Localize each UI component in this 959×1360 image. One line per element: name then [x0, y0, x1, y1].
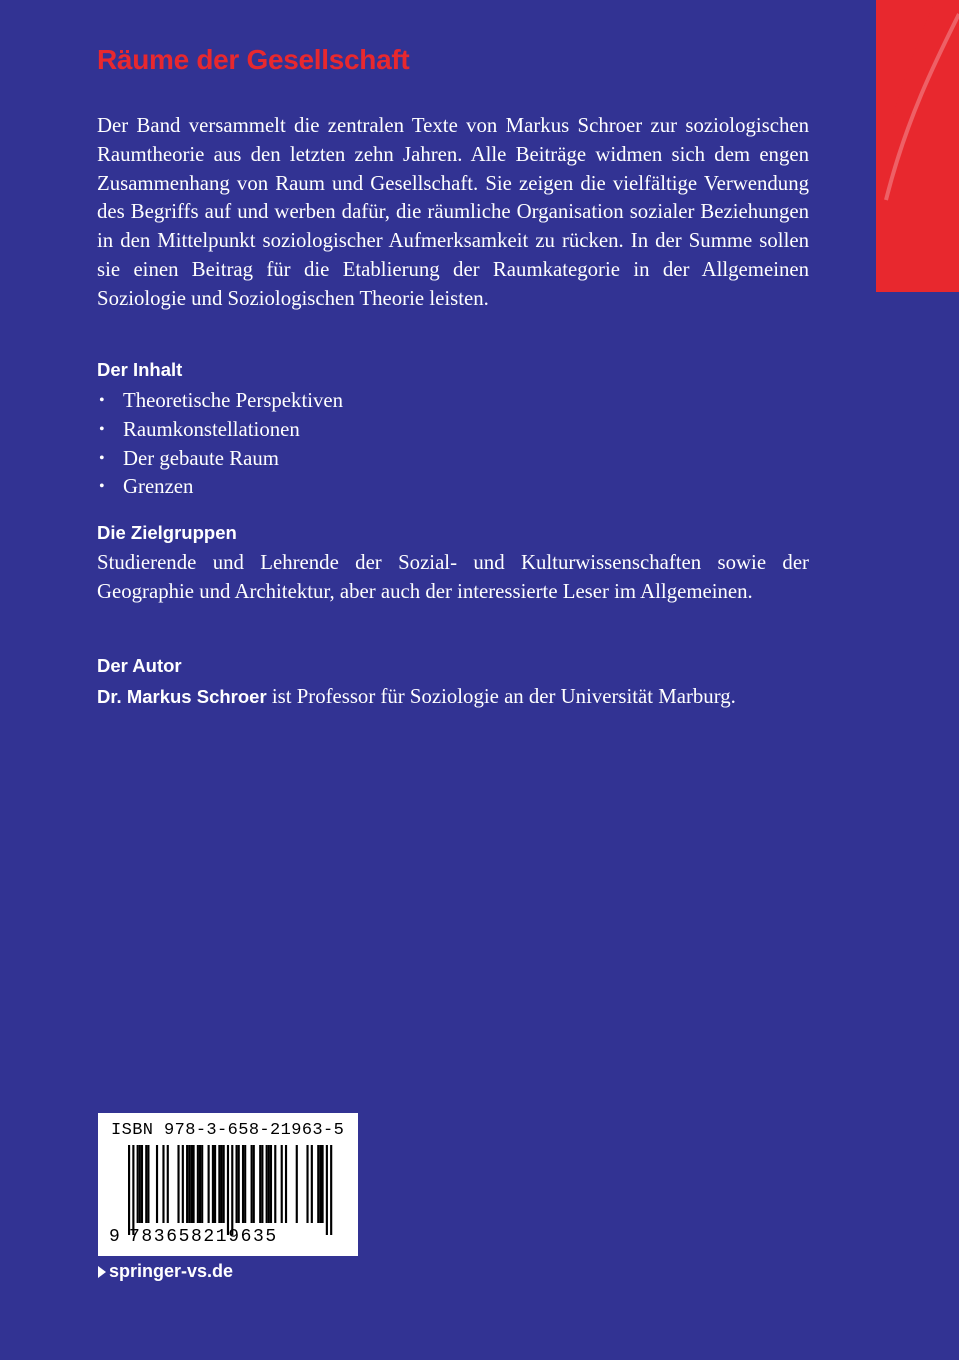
list-item-label: Grenzen: [123, 475, 194, 499]
barcode-bar: [227, 1145, 229, 1235]
barcode-bar: [266, 1145, 268, 1223]
list-item: [97, 445, 343, 474]
barcode-bar: [214, 1145, 216, 1223]
section-heading-autor: Der Autor: [97, 655, 182, 676]
list-item: [97, 473, 343, 502]
barcode-bar: [197, 1145, 199, 1223]
barcode-bar: [190, 1145, 192, 1223]
swoosh-decoration: [876, 0, 959, 292]
bullet-icon: •: [99, 449, 105, 467]
barcode-bar: [251, 1145, 253, 1223]
list-item-label: Theoretische Perspektiven: [123, 389, 344, 412]
list-item: [97, 387, 343, 416]
barcode-bar: [199, 1145, 201, 1223]
barcode-bar: [322, 1145, 324, 1223]
barcode-bar: [137, 1145, 139, 1223]
barcode-bar: [268, 1145, 270, 1223]
contents-list: [97, 387, 343, 502]
bullet-icon: •: [99, 392, 105, 409]
author-paragraph: [97, 683, 736, 712]
red-accent-band: [876, 0, 959, 292]
barcode-bar: [220, 1145, 222, 1223]
barcode-bar: [326, 1145, 328, 1235]
section-heading-inhalt: Der Inhalt: [97, 359, 183, 380]
bullet-icon: •: [99, 420, 105, 438]
barcode-bar: [274, 1145, 276, 1223]
barcode-bar: [156, 1145, 158, 1223]
barcode-bar: [253, 1145, 255, 1223]
barcode-bar: [147, 1145, 149, 1223]
isbn-label: ISBN 978-3-658-21963-5: [111, 1121, 345, 1140]
barcode-bar: [285, 1145, 287, 1223]
barcode-bar: [128, 1145, 130, 1235]
barcode-bar: [330, 1145, 332, 1235]
intro-paragraph: Der Band versammelt die zentralen Texte von Markus Schroer zur soziologischen Raumtheorie aus den letzten zehn Jahren. Alle Beiträge widmen sich dem engen Zusammenhang von Raum und Gesellschaft. Sie zeigen die vielfältige Verwendung des Begriffs auf und werben dafür, die räumliche Organisation sozialer Beziehungen in den Mittelpunkt soziologischer Aufmerksamkeit zu rücken. In der Summe sollen sie einen Beitrag für die Etablierung der Raumkategorie in der Allgemeinen Soziologie und Soziologischen Theorie leisten.: [97, 114, 809, 310]
bullet-icon: •: [99, 478, 105, 496]
barcode-bar: [259, 1145, 261, 1223]
barcode-bar: [182, 1145, 184, 1223]
publisher-url: springer-vs.de: [109, 1261, 234, 1281]
book-title: Räume der Gesellschaft: [97, 44, 410, 75]
ean-first-digit: 9: [109, 1227, 120, 1247]
barcode-bar: [177, 1145, 179, 1223]
barcode-bar: [188, 1145, 190, 1223]
barcode-bar: [186, 1145, 188, 1223]
isbn-barcode: [98, 1113, 358, 1256]
barcode-bar: [281, 1145, 283, 1223]
barcode-bar: [193, 1145, 195, 1223]
barcode-bar: [244, 1145, 246, 1223]
barcode-bar: [141, 1145, 143, 1223]
list-item-label: Der gebaute Raum: [123, 446, 279, 470]
barcode-bar: [139, 1145, 141, 1223]
barcode-bar: [162, 1145, 164, 1223]
list-item: [97, 416, 343, 445]
ean-rest-digits: 783658219635: [129, 1227, 278, 1247]
barcode-bar: [201, 1145, 203, 1223]
list-item-label: Raumkonstellationen: [123, 417, 300, 441]
barcode-bar: [238, 1145, 240, 1223]
barcode-bar: [270, 1145, 272, 1223]
barcode-bar: [212, 1145, 214, 1223]
triangle-arrow-icon: [98, 1266, 106, 1278]
barcode-bar: [236, 1145, 238, 1223]
barcode-bar: [231, 1145, 233, 1235]
barcode-bar: [145, 1145, 147, 1223]
barcode-bar: [132, 1145, 134, 1235]
zielgruppen-paragraph: Studierende und Lehrende der Sozial- und Kulturwissenschaften sowie der Geographie und Architektur, aber auch der interessierte Leser im Allgemeinen.: [97, 551, 809, 603]
barcode-bar: [319, 1145, 321, 1223]
barcode-bar: [223, 1145, 225, 1223]
barcode-bar: [311, 1145, 313, 1223]
barcode-bar: [306, 1145, 308, 1223]
barcode-bar: [242, 1145, 244, 1223]
barcode-bar: [261, 1145, 263, 1223]
barcode-bar: [208, 1145, 210, 1223]
barcode-bar: [317, 1145, 319, 1223]
author-name: Dr. Markus Schroer: [97, 686, 267, 707]
barcode-bar: [296, 1145, 298, 1223]
barcode-bar: [218, 1145, 220, 1223]
barcode-bar: [167, 1145, 169, 1223]
publisher-link[interactable]: [98, 1261, 233, 1282]
section-heading-zielgruppen: Die Zielgruppen: [97, 522, 237, 543]
author-description: ist Professor für Soziologie an der Universität Marburg.: [266, 685, 736, 708]
